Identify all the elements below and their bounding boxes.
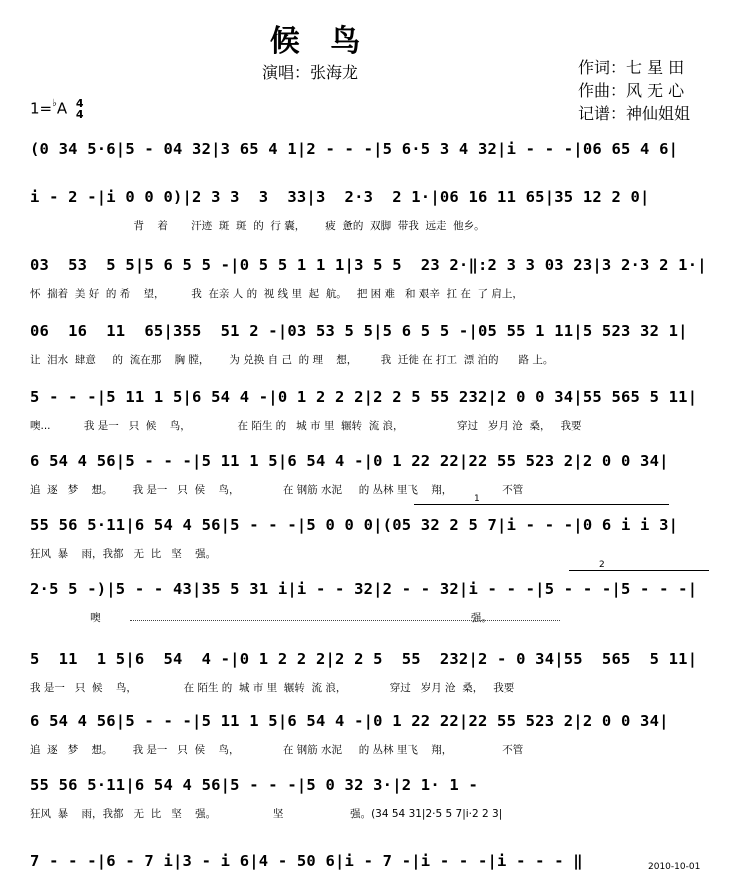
key-label: 1=: [30, 99, 53, 118]
lyric-line: 追 逐 梦 想。 我 是一 只 侯 鸟， 在 钢筋 水泥 的 丛林 里飞 翔， 不管: [30, 484, 524, 496]
time-bottom: 4: [75, 108, 84, 121]
lyric-line: 追 逐 梦 想。 我 是一 只 侯 鸟， 在 钢筋 水泥 的 丛林 里飞 翔， 不管: [30, 744, 524, 756]
notation-line: 6 54 4 56|5 - - -|5 11 1 5|6 54 4 -|0 1 22 22|22 55 523 2|2 0 0 34|: [30, 452, 669, 470]
lyric-line: 怀 揣着 美 好 的 希 望， 我 在亲 人 的 视 线 里 起 航。 把 困 难 和 艰辛 扛 在 了 肩上，: [30, 288, 523, 300]
key-signature: [30, 98, 84, 120]
credits-block: [578, 56, 690, 125]
lyric-line: 噢 强。: [30, 612, 493, 624]
lyric-line: 背 着 汗迹 斑 斑 的 行 囊， 疲 惫的 双脚 带我 远走 他乡。: [30, 220, 485, 232]
notation-line: 06 16 11 65|355 51 2 -|03 53 5 5|5 6 5 5 -|05 55 1 11|5 523 32 1|: [30, 322, 688, 340]
flat-sign: ♭: [52, 98, 57, 109]
lyric-line: 我 是一 只 候 鸟， 在 陌生 的 城 市 里 辗转 流 浪， 穿过 岁月 沧 桑， 我要: [30, 682, 515, 694]
notation-line: 55 56 5·11|6 54 4 56|5 - - -|5 0 32 3·|2 1· 1 -: [30, 776, 478, 794]
volta-number: 2: [599, 560, 605, 570]
sustain-dotted-line: [130, 620, 560, 621]
date-stamp: 2010-10-01: [648, 862, 701, 872]
volta-bracket-2: [569, 560, 709, 571]
lyricist-credit: 作词：七 星 田: [578, 58, 685, 77]
notation-line: 5 - - -|5 11 1 5|6 54 4 -|0 1 2 2 2|2 2 5 55 232|2 0 0 34|55 565 5 11|: [30, 388, 698, 406]
song-title: 候 鸟: [269, 24, 371, 59]
notation-line: 5 11 1 5|6 54 4 -|0 1 2 2 2|2 2 5 55 232|2 - 0 34|55 565 5 11|: [30, 650, 698, 668]
notation-line: 7 - - -|6 - 7 i|3 - i 6|4 - 50 6|i - 7 -|i - - -|i - - - ‖: [30, 852, 583, 870]
volta-number: 1: [474, 494, 480, 504]
notation-line: 6 54 4 56|5 - - -|5 11 1 5|6 54 4 -|0 1 22 22|22 55 523 2|2 0 0 34|: [30, 712, 669, 730]
volta-bracket-1: [414, 494, 669, 505]
time-top: 4: [75, 97, 84, 110]
notation-line: (0 34 5·6|5 - 04 32|3 65 4 1|2 - - -|5 6·5 3 4 32|i - - -|06 65 4 6|: [30, 140, 679, 158]
lyric-line: 让 泪水 肆意 的 流在那 胸 膛， 为 兑换 自 己 的 理 想， 我 迁徙 在 打工 漂 泊的 路 上。: [30, 354, 554, 366]
lyric-line: 狂风 暴 雨，我都 无 比 坚 强。: [30, 548, 217, 560]
time-signature: [76, 98, 84, 120]
notation-line: 2·5 5 -)|5 - - 43|35 5 31 i|i - - 32|2 - - 32|i - - -|5 - - -|5 - - -|: [30, 580, 698, 598]
composer-credit: 作曲：风 无 心: [578, 81, 685, 100]
notation-line: 55 56 5·11|6 54 4 56|5 - - -|5 0 0 0|(05 32 2 5 7|i - - -|0 6 i i 3|: [30, 516, 679, 534]
notation-line: 03 53 5 5|5 6 5 5 -|0 5 5 1 1 1|3 5 5 23 2·‖:2 3 3 03 23|3 2·3 2 1·|: [30, 256, 707, 274]
lyric-line: 狂风 暴 雨，我都 无 比 坚 强。 坚 强。(34 54 31|2·5 5 7|i·2 2 3|: [30, 808, 503, 820]
key-note: A: [56, 99, 68, 118]
singer-credit: 演唱：张海龙: [262, 63, 359, 82]
notation-line: i - 2 -|i 0 0 0)|2 3 3 3 33|3 2·3 2 1·|06 16 11 65|35 12 2 0|: [30, 188, 650, 206]
transcriber-credit: 记谱：神仙姐姐: [578, 104, 691, 123]
lyric-line: 噢... 我 是一 只 候 鸟， 在 陌生 的 城 市 里 辗转 流 浪， 穿过 岁月 沧 桑， 我要: [30, 420, 582, 432]
